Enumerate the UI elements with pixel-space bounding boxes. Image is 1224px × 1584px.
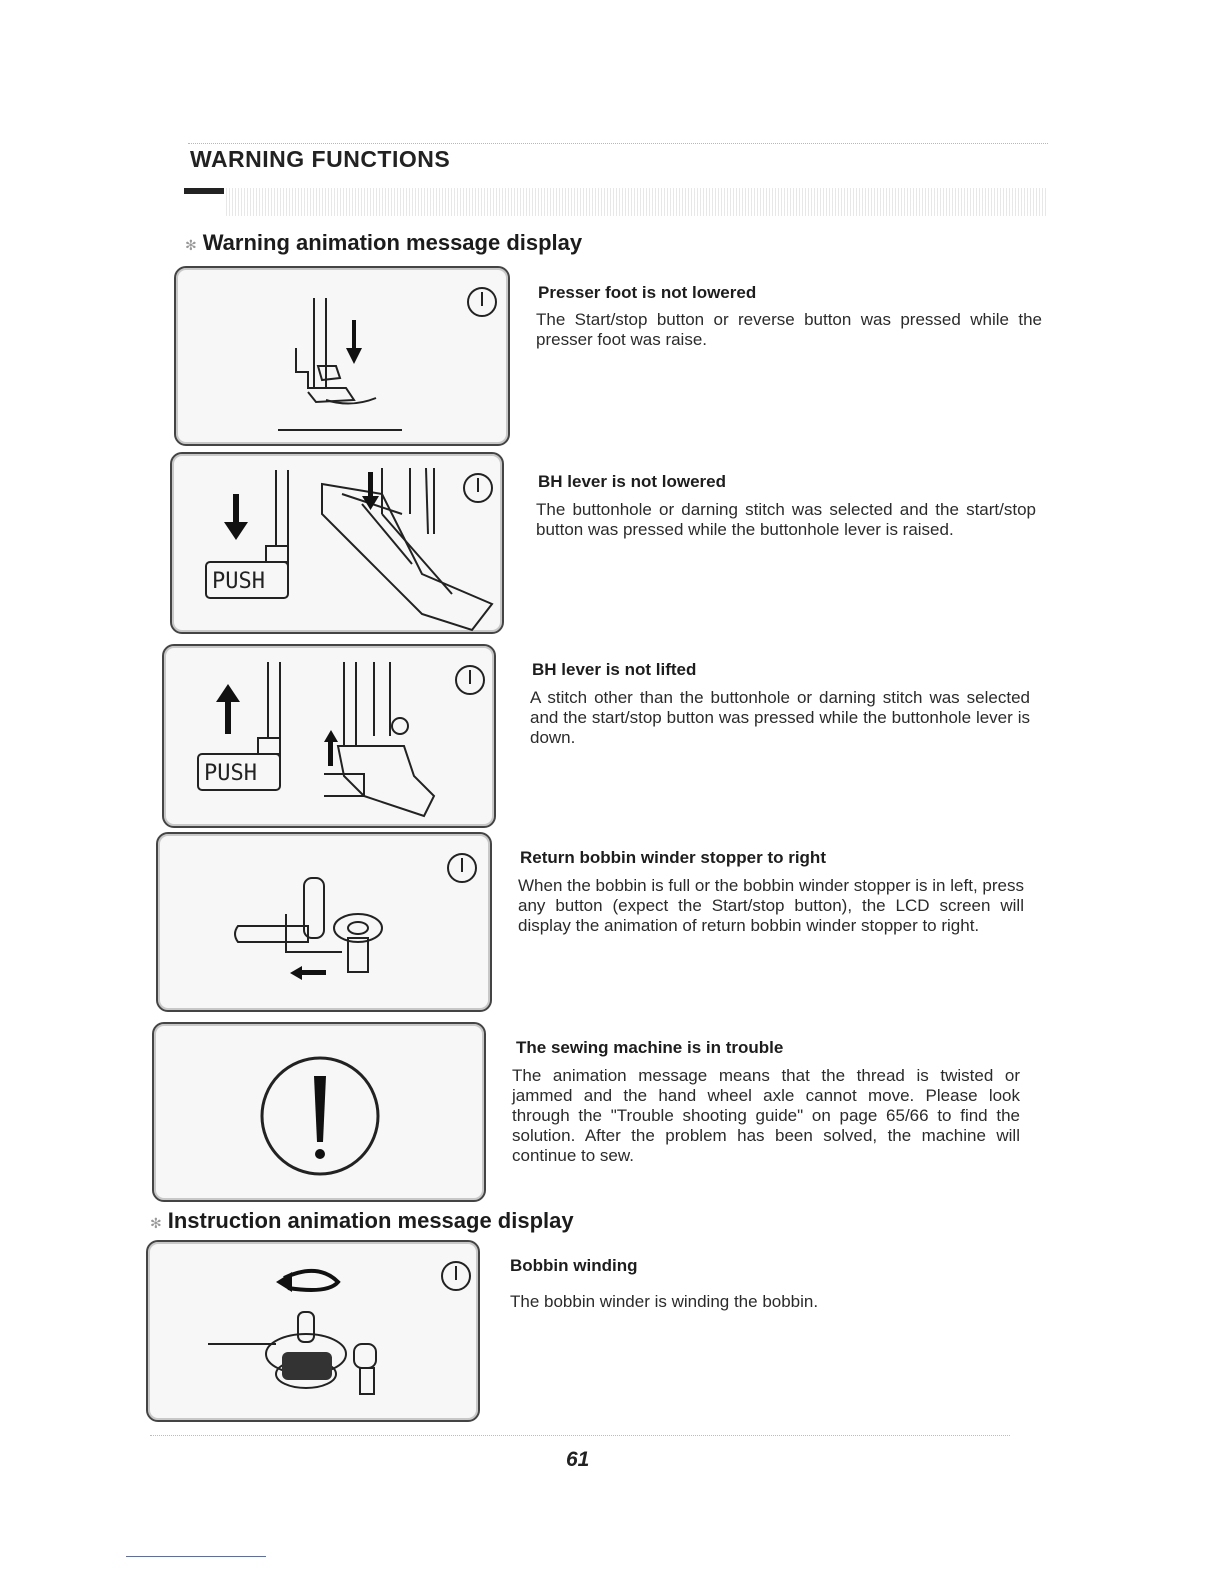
section-heading-warning <box>185 230 582 256</box>
section-heading-text: Warning animation message display <box>202 230 583 255</box>
entry-text: The buttonhole or darning stitch was selected and the start/stop button was pressed while the buttonhole lever is raised. <box>536 500 1036 539</box>
warning-circle-icon <box>262 1058 378 1174</box>
entry-text: The animation message means that the thread is twisted or jammed and the hand wheel axle cannot move. Please look through the "Trouble shooting guide" on page 65/66 to find the solution. After the problem has been solved, the machine will continue to sew. <box>512 1066 1020 1165</box>
section-heading-text: Instruction animation message display <box>167 1208 574 1233</box>
bh-lever-lower-illustration <box>172 454 506 636</box>
footer-rule <box>150 1435 1010 1436</box>
bullet-icon: ✻ <box>150 1215 162 1231</box>
trouble-illustration <box>154 1024 488 1204</box>
entry-heading: Bobbin winding <box>510 1256 638 1275</box>
push-label: PUSH <box>204 761 257 786</box>
page-title: WARNING FUNCTIONS <box>190 146 451 172</box>
bobbin-stopper-illustration <box>158 834 494 1014</box>
entry-heading: BH lever is not lowered <box>538 472 726 491</box>
entry-text: When the bobbin is full or the bobbin winder stopper is in left, press any button (expect the Start/stop button), the LCD screen will display the animation of return bobbin winder stopper to right. <box>518 876 1024 935</box>
lcd-panel-trouble <box>152 1022 486 1202</box>
blue-rule <box>126 1556 266 1557</box>
lcd-panel-bh-lever-lift <box>162 644 496 828</box>
arrow-down-icon <box>224 472 379 540</box>
lcd-panel-bobbin-stopper <box>156 832 492 1012</box>
section-heading-instruction <box>150 1208 574 1234</box>
entry-text: The Start/stop button or reverse button was pressed while the presser foot was raise. <box>536 310 1042 349</box>
lcd-panel-bobbin-winding <box>146 1240 480 1422</box>
entry-text: A stitch other than the buttonhole or darning stitch was selected and the start/stop button was pressed while the buttonhole lever is down. <box>530 688 1030 747</box>
bullet-icon: ✻ <box>185 237 197 253</box>
rotate-arrow-icon <box>276 1271 338 1292</box>
entry-heading: BH lever is not lifted <box>532 660 697 679</box>
lcd-panel-presser-foot <box>174 266 510 446</box>
entry-heading: Presser foot is not lowered <box>538 283 757 302</box>
presser-foot-illustration <box>176 268 512 448</box>
header-rule <box>188 143 1048 144</box>
title-underline-texture <box>226 188 1048 216</box>
arrow-down-icon <box>346 320 362 364</box>
entry-text: The bobbin winder is winding the bobbin. <box>510 1292 819 1311</box>
bobbin-winding-illustration <box>148 1242 482 1424</box>
arrow-left-icon <box>290 966 326 980</box>
lcd-panel-bh-lever-lower <box>170 452 504 634</box>
bh-lever-lift-illustration <box>164 646 498 830</box>
push-label: PUSH <box>212 569 265 594</box>
title-underline <box>184 188 224 194</box>
page-number: 61 <box>566 1448 590 1471</box>
entry-heading: The sewing machine is in trouble <box>516 1038 784 1057</box>
entry-heading: Return bobbin winder stopper to right <box>520 848 826 867</box>
